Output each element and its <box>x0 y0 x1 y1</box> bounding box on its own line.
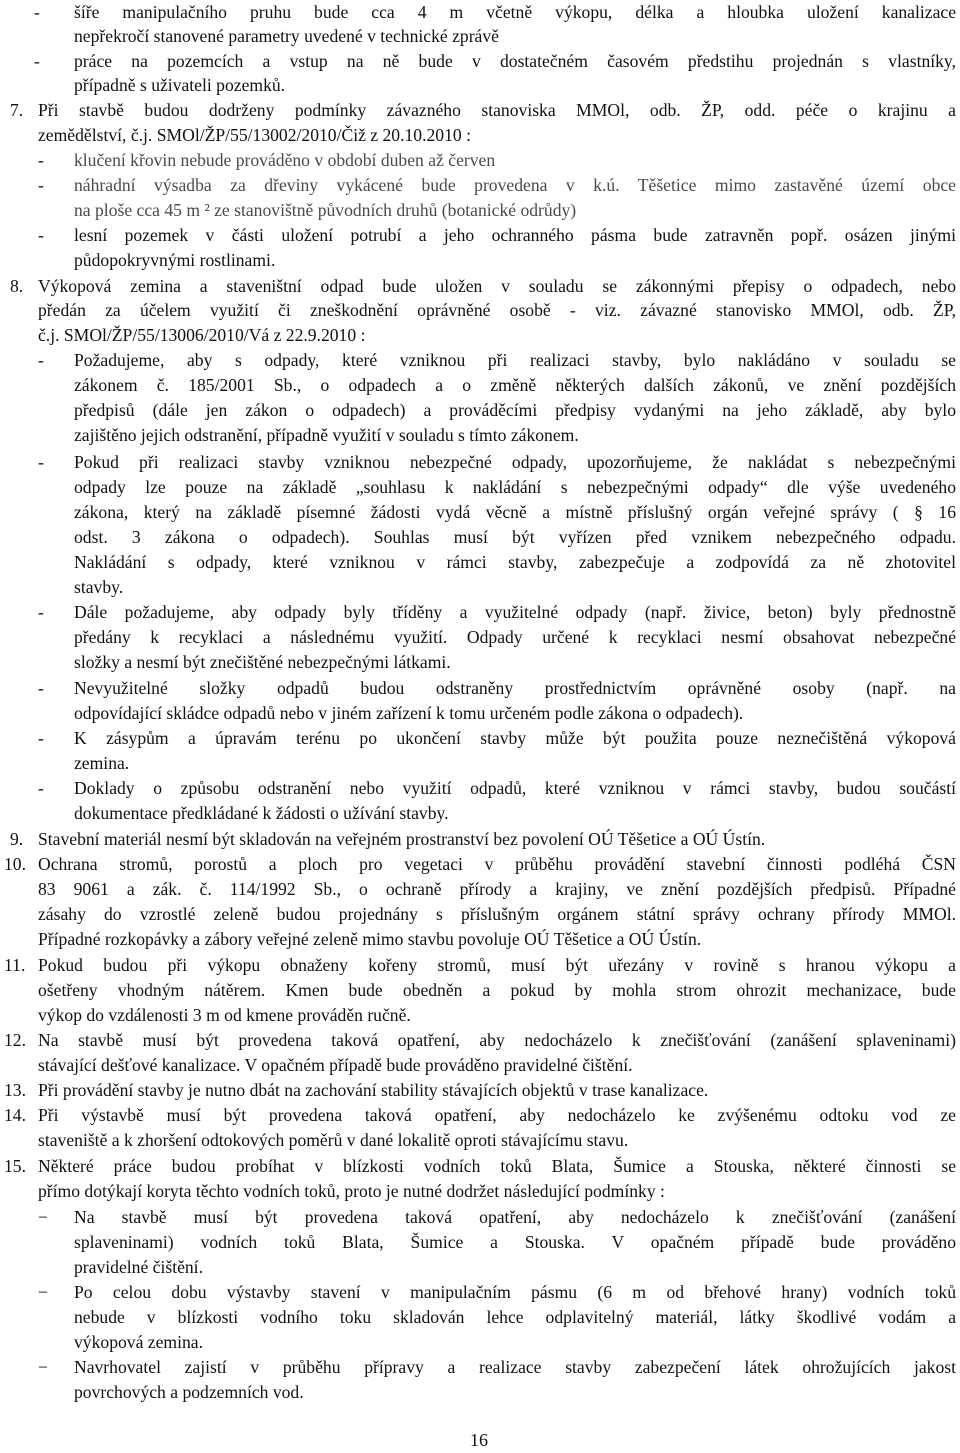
text-line: Výkopová zemina a staveništní odpad bude uložen v souladu se zákonnými přepisy o odpadech, nebo <box>38 276 956 296</box>
bullet-marker: − <box>38 1207 48 1227</box>
text-line: Na stavbě musí být provedena taková opatření, aby nedocházelo k znečišťování (zanášení <box>74 1207 956 1227</box>
text-line: povrchových a podzemních vod. <box>74 1382 304 1402</box>
text-line: lesní pozemek v části uložení potrubí a jeho ochranného pásma bude zatravněn popř. osázen jinými <box>74 225 956 245</box>
text-line: předány k recyklaci a následnému využití. Odpady určené k recyklaci nesmí obsahovat nebezpečné <box>74 627 956 647</box>
text-line: zemědělství, č.j. SMOl/ŽP/55/13002/2010/Čiž z 20.10.2010 : <box>38 125 471 145</box>
text-line: Případné rozkopávky a zábory veřejné zeleně mimo stavbu povoluje OÚ Těšetice a OÚ Ústín. <box>38 929 702 949</box>
item-number: 9. <box>10 829 24 849</box>
text-line: předpisů (dále jen zákon o odpadech) a prováděcími předpisy vydanými na jeho základě, aby bylo <box>74 400 956 420</box>
text-line: Při provádění stavby je nutno dbát na zachování stability stávajících objektů v trase kanalizace. <box>38 1080 709 1100</box>
bullet-marker: - <box>34 51 40 71</box>
item-number: 15. <box>4 1156 26 1176</box>
text-line: pravidelné čištění. <box>74 1257 203 1277</box>
text-line: výkopová zemina. <box>74 1332 203 1352</box>
text-line: Nakládání s odpady, které vzniknou v rámci stavby, zabezpečuje a zodpovídá za ně zhotovitel <box>74 552 956 572</box>
text-line: šíře manipulačního pruhu bude cca 4 m včetně výkopu, délka a hloubka uložení kanalizace <box>74 2 956 22</box>
text-line: nebude v blízkosti vodního toku skladován lehce odplavitelný materiál, látky škodlivé vodám a <box>74 1307 956 1327</box>
text-line: nepřekročí stanovené parametry uvedené v technické zprávě <box>74 26 499 46</box>
page-number: 16 <box>470 1430 488 1450</box>
text-line: Ochrana stromů, porostů a ploch pro vegetaci v průběhu provádění stavební činnosti podléhá ČSN <box>38 854 956 874</box>
text-line: Stavební materiál nesmí být skladován na veřejném prostranství bez povolení OÚ Těšetice a OÚ Ústín. <box>38 829 766 849</box>
text-line: odpady lze pouze na základě „souhlasu k nakládání s nebezpečnými odpady“ dle výše uvedeného <box>74 477 956 497</box>
item-number: 10. <box>4 854 26 874</box>
bullet-marker: - <box>38 778 44 798</box>
text-line: č.j. SMOl/ŽP/55/13006/2010/Vá z 22.9.2010 : <box>38 325 366 345</box>
bullet-marker: - <box>38 225 44 245</box>
text-line: zákonem č. 185/2001 Sb., o odpadech a o změně některých dalších zákonů, ve znění pozdějších <box>74 375 956 395</box>
text-line: odst. 3 zákona o odpadech). Souhlas musí být vyřízen před vznikem nebezpečného odpadu. <box>74 527 956 547</box>
bullet-marker: - <box>38 728 44 748</box>
text-line: 83 9061 a zák. č. 114/1992 Sb., o ochraně přírody a krajiny, ve znění pozdějších předpisů. Případné <box>38 879 956 899</box>
text-line: předán za účelem využití či zneškodnění oprávněné osobě - viz. závazné stanovisko MMOl, odb. ŽP, <box>38 300 956 320</box>
text-line: Některé práce budou probíhat v blízkosti vodních toků Blata, Šumice a Stouska, některé činnosti se <box>38 1156 956 1176</box>
text-line: zajištěno jejich odstranění, případně využití v souladu s tímto zákonem. <box>74 425 579 445</box>
bullet-marker: - <box>38 678 44 698</box>
text-line: splaveninami) vodních toků Blata, Šumice a Stouska. V opačném případě bude prováděno <box>74 1232 956 1252</box>
text-line: Nevyužitelné složky odpadů budou odstraněny prostřednictvím oprávněné osoby (např. na <box>74 678 956 698</box>
text-line: Doklady o způsobu odstranění nebo využití odpadů, které vzniknou v rámci stavby, budou součástí <box>74 778 956 798</box>
bullet-marker: - <box>38 350 44 370</box>
text-line: odpovídající skládce odpadů nebo v jiném zařízení k tomu určeném podle zákona o odpadech). <box>74 703 744 723</box>
text-line: klučení křovin nebude prováděno v období duben až červen <box>74 150 496 170</box>
text-line: K zásypům a úpravám terénu po ukončení stavby může být použita pouze neznečištěná výkopová <box>74 728 956 748</box>
text-line: Požadujeme, aby s odpady, které vzniknou při realizaci stavby, bylo nakládáno v souladu se <box>74 350 956 370</box>
bullet-marker: - <box>38 602 44 622</box>
bullet-marker: − <box>38 1357 48 1377</box>
item-number: 11. <box>4 955 26 975</box>
text-line: Navrhovatel zajistí v průběhu přípravy a realizace stavby zabezpečení látek ohrožujících jakost <box>74 1357 956 1377</box>
text-line: stávající dešťové kanalizace. V opačném případě bude prováděno pravidelné čištění. <box>38 1055 633 1075</box>
text-line: Při výstavbě musí být provedena taková opatření, aby nedocházelo ke zvýšenému odtoku vod ze <box>38 1105 956 1125</box>
bullet-marker: − <box>38 1282 48 1302</box>
text-line: staveniště a k zhoršení odtokových poměrů v dané lokalitě oproti stávajícímu stavu. <box>38 1130 629 1150</box>
text-line: půdopokryvnými rostlinami. <box>74 250 276 270</box>
bullet-marker: - <box>38 452 44 472</box>
text-line: Při stavbě budou dodrženy podmínky závazného stanoviska MMOl, odb. ŽP, odd. péče o krajinu a <box>38 100 956 120</box>
text-line: složky a nesmí být znečištěné nebezpečnými látkami. <box>74 652 451 672</box>
text-line: Dále požadujeme, aby odpady byly tříděny a využitelné odpady (např. živice, beton) byly přednostně <box>74 602 956 622</box>
text-line: na ploše cca 45 m ² ze stanovištně původních druhů (botanické odrůdy) <box>74 200 577 220</box>
item-number: 13. <box>4 1080 26 1100</box>
text-line: přímo dotýkají koryta těchto vodních toků, proto je nutné dodržet následující podmínky : <box>38 1181 665 1201</box>
item-number: 12. <box>4 1030 26 1050</box>
text-line: zemina. <box>74 753 130 773</box>
text-line: zákona, který na základě písemné žádosti vydá věcně a místně příslušný orgán veřejné správy ( § 16 <box>74 502 956 522</box>
text-line: práce na pozemcích a vstup na ně bude v dostatečném časovém předstihu projednán s vlastníky, <box>74 51 956 71</box>
text-line: Pokud budou při výkopu obnaženy kořeny stromů, musí být uřezány v rovině s hranou výkopu a <box>38 955 956 975</box>
bullet-marker: - <box>38 175 44 195</box>
text-line: Pokud při realizaci stavby vzniknou nebezpečné odpady, upozorňujeme, že nakládat s nebezpečnými <box>74 452 956 472</box>
bullet-marker: - <box>38 150 44 170</box>
text-line: náhradní výsadba za dřeviny vykácené bude provedena v k.ú. Těšetice mimo zastavěné území obce <box>74 175 956 195</box>
text-line: zásahy do vzrostlé zeleně budou projednány s příslušným orgánem státní správy ochrany přírody MMOl. <box>38 904 956 924</box>
text-line: ošetřeny vhodným nátěrem. Kmen bude obedněn a pokud by mohla strom ohrozit mechanizace, bude <box>38 980 956 1000</box>
item-number: 14. <box>4 1105 26 1125</box>
item-number: 8. <box>10 276 24 296</box>
bullet-marker: - <box>34 2 40 22</box>
text-line: výkop do vzdálenosti 3 m od kmene prováděn ručně. <box>38 1005 411 1025</box>
text-line: stavby. <box>74 577 124 597</box>
text-line: případně s uživateli pozemků. <box>74 75 286 95</box>
text-line: Po celou dobu výstavby stavení v manipulačním pásmu (6 m od břehové hrany) vodních toků <box>74 1282 956 1302</box>
item-number: 7. <box>10 100 24 120</box>
text-line: dokumentace předkládané k žádosti o užívání stavby. <box>74 803 449 823</box>
text-line: Na stavbě musí být provedena taková opatření, aby nedocházelo k znečišťování (zanášení splaveninami) <box>38 1030 956 1050</box>
